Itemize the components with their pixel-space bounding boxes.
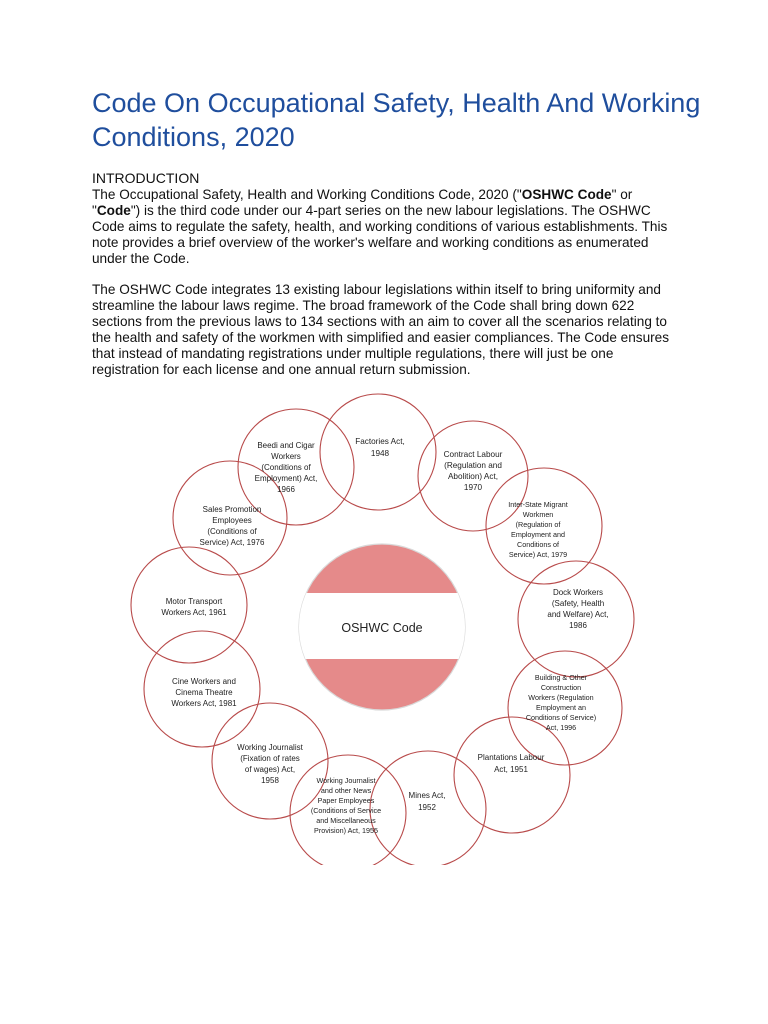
act-label <box>526 673 596 732</box>
act-label-line: (Conditions of <box>207 527 257 536</box>
intro-bold-oshwc: OSHWC Code <box>521 187 612 202</box>
act-label-line: Beedi and Cigar <box>257 441 315 450</box>
act-label-line: Factories Act, <box>355 437 405 446</box>
act-label-line: Workers <box>271 452 301 461</box>
act-label-line: Conditions of Service) <box>525 713 597 722</box>
act-label-line: 1970 <box>463 483 483 492</box>
center-node <box>290 544 480 710</box>
act-label-line: Employees <box>212 516 252 525</box>
act-label <box>409 791 446 812</box>
act-label-line: of wages) Act, <box>244 765 296 774</box>
act-label <box>547 588 608 630</box>
intro-paragraph <box>92 187 682 267</box>
act-label-line: Employment) Act, <box>254 474 318 483</box>
act-label <box>237 743 303 785</box>
act-label-line: Cine Workers and <box>172 677 236 686</box>
section-heading: INTRODUCTION <box>92 170 200 186</box>
act-label-line: Provision) Act, 1955 <box>314 826 378 835</box>
intro-text-2: " or " <box>92 187 633 218</box>
act-label-line: Employment and <box>511 530 565 539</box>
act-label-line: (Fixation of rates <box>240 754 300 763</box>
article-body <box>92 170 682 393</box>
oshwc-diagram <box>120 385 650 865</box>
act-label-line: Workers (Regulation <box>528 693 594 702</box>
act-label-line: (Conditions of Service <box>310 806 382 815</box>
act-label <box>171 677 237 708</box>
act-label <box>255 441 318 494</box>
act-label-line: 1958 <box>261 776 279 785</box>
act-label-line: Motor Transport <box>165 597 223 606</box>
diagram-canvas <box>120 385 650 865</box>
act-label <box>508 500 568 559</box>
act-label-line: Workmen <box>522 510 554 519</box>
act-label-line: Building & Other <box>534 673 588 682</box>
intro-text-1: The Occupational Safety, Health and Working Conditions Code, 2020 (" <box>92 187 522 202</box>
act-label-line: Contract Labour <box>443 450 503 459</box>
act-label-line: Employment an <box>536 703 586 712</box>
act-label-line: (Safety, Health <box>551 599 605 608</box>
act-label <box>478 753 545 774</box>
act-label-line: Service) Act, 1976 <box>199 538 265 547</box>
act-label-line: 1952 <box>418 803 436 812</box>
act-label-line: and Miscellaneous <box>316 816 376 825</box>
intro-text-3: ") is the third code under our 4-part series on the new labour legislations. The OSHWC Code aims to regulate the safety, health, and working conditions of various establishments. This note provides a brief overview of the worker's welfare and working conditions as enumerated under the Code. <box>92 203 668 266</box>
page-title: Code On Occupational Safety, Health And Working Conditions, 2020 <box>92 88 701 152</box>
act-circle <box>454 717 570 833</box>
act-label-line: Working Journalist <box>237 743 303 752</box>
act-label <box>200 505 265 547</box>
act-label-line: (Regulation and <box>444 461 502 470</box>
act-label-line: Plantations Labour <box>477 753 545 762</box>
act-label-line: Paper Employees <box>317 796 375 805</box>
act-label <box>311 776 381 835</box>
act-label-line: Working Journalist <box>316 776 376 785</box>
act-label-line: Construction <box>540 683 582 692</box>
act-label <box>355 437 405 458</box>
act-label-line: and Welfare) Act, <box>547 610 609 619</box>
act-label-line: (Conditions of <box>261 463 311 472</box>
act-label-line: 1986 <box>569 621 587 630</box>
act-label-line: (Regulation of <box>515 520 561 529</box>
act-label-line: and other News <box>320 786 372 795</box>
act-label-line: Service) Act, 1979 <box>508 550 568 559</box>
act-label-line: Conditions of <box>517 540 559 549</box>
act-label-line: Inter-State Migrant <box>508 500 568 509</box>
act-label-line: Act, 1951 <box>494 765 528 774</box>
act-label-line: 1948 <box>370 449 390 458</box>
act-label-line: Cinema Theatre <box>175 688 233 697</box>
integration-paragraph: The OSHWC Code integrates 13 existing labour legislations within itself to bring uniformity and streamline the labour laws regime. The broad framework of the Code shall bring down 622 sections from the previous laws to 134 sections with an aim to cover all the scenarios relating to the health and safety of the workmen with simplified and easier compliances. The Code ensures that instead of mandating registrations under multiple regulations, there will just be one registration for each license and one annual return submission. <box>92 282 670 377</box>
act-label-line: Dock Workers <box>552 588 604 597</box>
center-label: OSHWC Code <box>341 621 423 635</box>
act-label-line: 1966 <box>277 485 295 494</box>
act-label-line: Act, 1996 <box>545 723 577 732</box>
act-label-line: Mines Act, <box>408 791 446 800</box>
act-label-line: Workers Act, 1981 <box>171 699 237 708</box>
intro-bold-code: Code <box>96 203 131 218</box>
act-label-line: Abolition) Act, <box>447 472 499 481</box>
act-label-line: Sales Promotion <box>202 505 262 514</box>
act-label-line: Workers Act, 1961 <box>161 608 227 617</box>
act-label <box>161 597 227 617</box>
act-label <box>444 450 503 492</box>
